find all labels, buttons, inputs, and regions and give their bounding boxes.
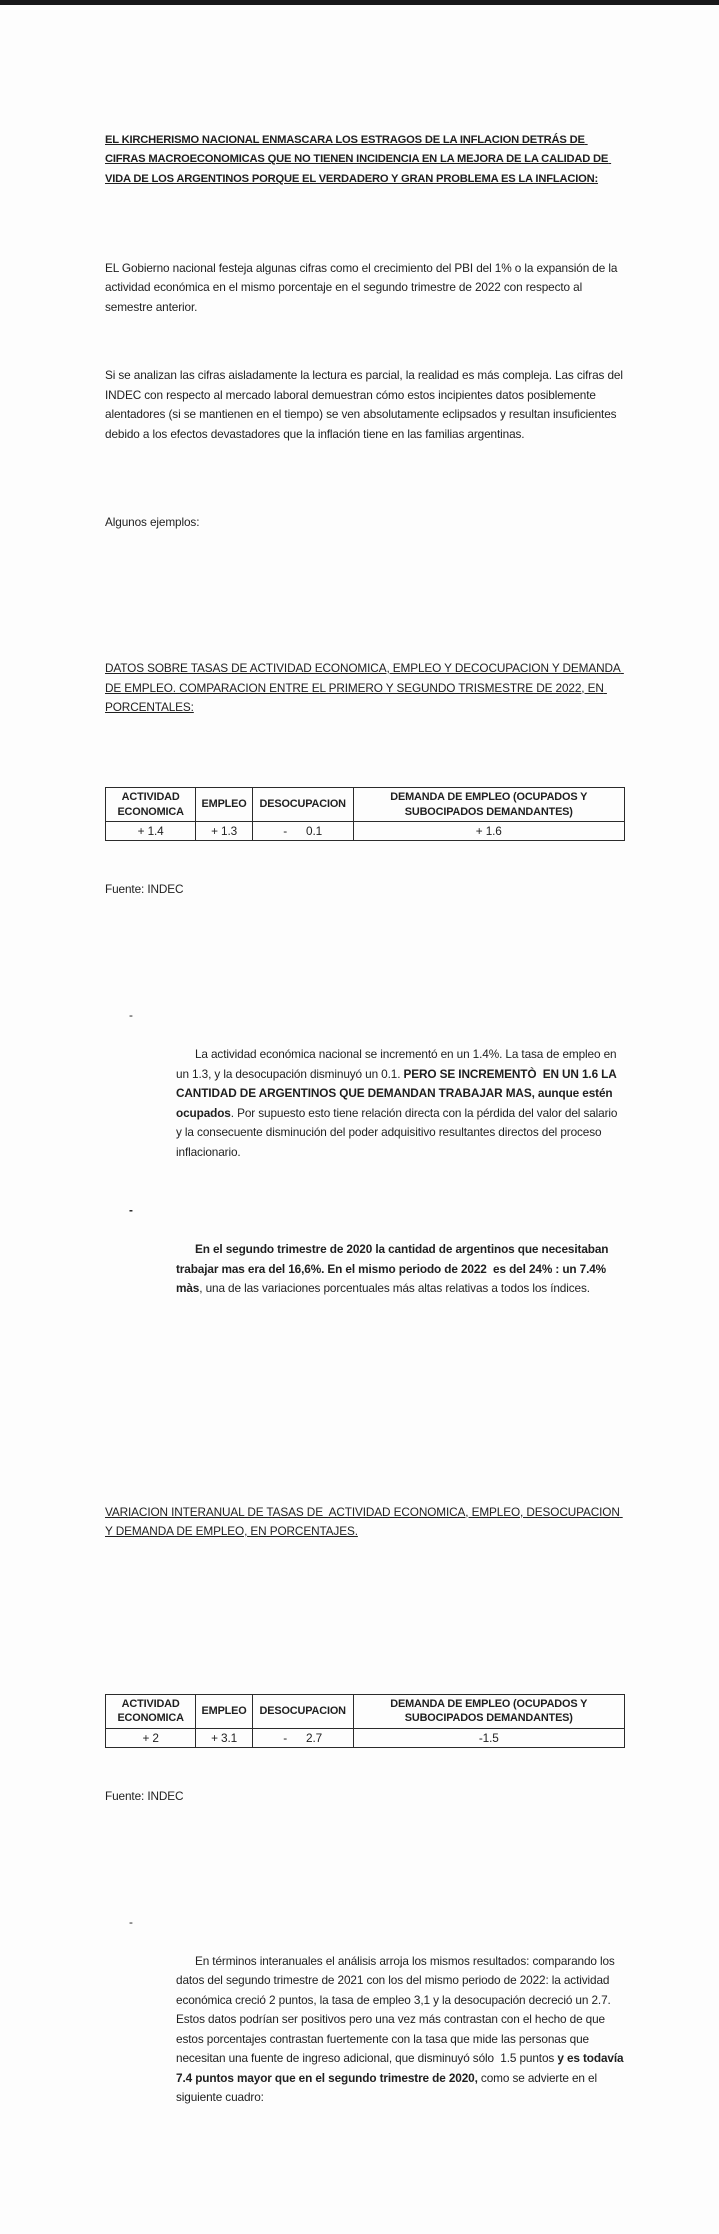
table-row [106,822,625,841]
section-quarterly-comparison [105,620,625,1386]
text-segment: . Por supuesto esto tiene relación directa con la pérdida del valor del salario y la consecuente disminución del poder adquisitivo resultantes directos del proceso inflacionario. [176,1105,621,1159]
intro-paragraph-2: Si se analizan las cifras aisladamente la lectura es parcial, la realidad es más compleja. Las cifras del INDEC con respecto al mercado laboral demuestran cómo estos incipientes datos posiblemente alentadores (si se mantienen en el tiempo) se ven absolutamente eclipsados y resultan insuficientes debido a los efectos devastadores que la inflación tiene en las familias argentinas. [105,368,627,441]
col-header-desocupacion: DESOCUPACION [252,1694,353,1728]
bullet-list [105,967,625,1338]
intro-paragraph-1: EL Gobierno nacional festeja algunas cifras como el crecimiento del PBI del 1% o la expansión de la actividad económica en el mismo porcentaje en el segundo trimestre de 2022 con respecto al semestre anterior. [105,260,621,314]
document-title: EL KIRCHERISMO NACIONAL ENMASCARA LOS ESTRAGOS DE LA INFLACION DETRÁS DE CIFRAS MACROECONOMICAS QUE NO TIENEN INCIDENCIA EN LA MEJORA DE LA CALIDAD DE VIDA DE LOS ARGENTINOS PORQUE EL VERDADERO Y GRAN PROBLEMA ES LA INFLACION: [105,133,612,185]
col-header-demanda: DEMANDA DE EMPLEO (OCUPADOS Y SUBOCIPADOS DEMANDANTES) [353,788,624,822]
table-source: Fuente: INDEC [105,882,184,896]
col-header-actividad: ACTIVIDAD ECONOMICA [106,1694,196,1728]
document-page [105,72,625,2234]
table-source: Fuente: INDEC [105,1788,184,1803]
bullet-list [105,1874,625,2147]
cell-desocupacion-value: - 2.7 [252,1728,353,1747]
rates-table-interannual [105,1694,625,1748]
text-segment: En el segundo trimestre de 2020 la cantidad de argentinos que necesitaban trabajar mas era del 16,6%. En el mismo periodo de 2022 es del 24% : un 7.4% màs [176,1242,612,1295]
cell-desocupacion-value: - 0.1 [252,822,353,841]
col-header-empleo: EMPLEO [196,1694,253,1728]
section-interannual-variation [105,1464,625,2195]
bullet-dash-marker: - [129,1914,133,1929]
list-item [105,1201,625,1299]
table-row [106,1728,625,1747]
section-heading: VARIACION INTERANUAL DE TASAS DE ACTIVIDAD ECONOMICA, EMPLEO, DESOCUPACION Y DEMANDA DE EMPLEO, EN PORCENTAJES. [105,1504,623,1538]
top-border-bar [0,0,719,5]
col-header-desocupacion: DESOCUPACION [252,788,353,822]
examples-label: Algunos ejemplos: [105,514,200,529]
table-header-row [106,788,625,822]
cell-demanda-value: + 1.6 [353,822,624,841]
text-segment: , una de las variaciones porcentuales más altas relativas a todos los índices. [199,1281,590,1295]
blank-space [105,1609,625,1633]
col-header-demanda: DEMANDA DE EMPLEO (OCUPADOS Y SUBOCIPADOS DEMANDANTES) [353,1694,624,1728]
section-heading: DATOS SOBRE TASAS DE ACTIVIDAD ECONOMICA, EMPLEO Y DECOCUPACION Y DEMANDA DE EMPLEO. COMPARACION ENTRE EL PRIMERO Y SEGUNDO TRISMESTRE DE 2022, EN PORCENTALES: [105,661,624,714]
bullet-dash-marker: - [129,1203,133,1217]
text-segment: La actividad económica nacional se incrementó en un 1.4%. La tasa de empleo en un 1.3, y la desocupación disminuyó un 0.1. [176,1047,620,1081]
cell-empleo-value: + 1.3 [196,822,253,841]
text-segment: como se advierte en el siguiente cuadro: [176,2070,601,2104]
text-segment: PERO SE INCREMENTÒ EN UN 1.6 LA CANTIDAD DE ARGENTINOS QUE DEMANDAN TRABAJAR MAS, aunque estén ocupados [176,1066,620,1120]
bullet-dash-marker: - [129,1008,133,1022]
col-header-actividad: ACTIVIDAD ECONOMICA [106,788,196,822]
cell-demanda-value: -1.5 [353,1728,624,1747]
list-item [105,1913,625,2108]
text-segment: y es todavía 7.4 puntos mayor que en el segundo trimestre de 2020, [176,2051,627,2085]
cell-empleo-value: + 3.1 [196,1728,253,1747]
table-header-row [106,1694,625,1728]
cell-actividad-value: + 2 [106,1728,196,1747]
cell-actividad-value: + 1.4 [106,822,196,841]
list-item [105,1006,625,1162]
col-header-empleo: EMPLEO [196,788,253,822]
text-segment: En términos interanuales el análisis arroja los mismos resultados: comparando los datos del segundo trimestre de 2021 con los del mismo periodo de 2022: la actividad económica creció 2 puntos, la tasa de empleo 3,1 y la desocupación decreció un 2.7. Estos datos podrían ser positivos pero una vez más contrastan con el hecho de que estos porcentajes contrastan fuertemente con la tasa que mide las personas que necesitan una fuente de ingreso adicional, que disminuyó sólo 1.5 puntos [176,1953,618,2065]
rates-table-quarterly [105,787,625,841]
